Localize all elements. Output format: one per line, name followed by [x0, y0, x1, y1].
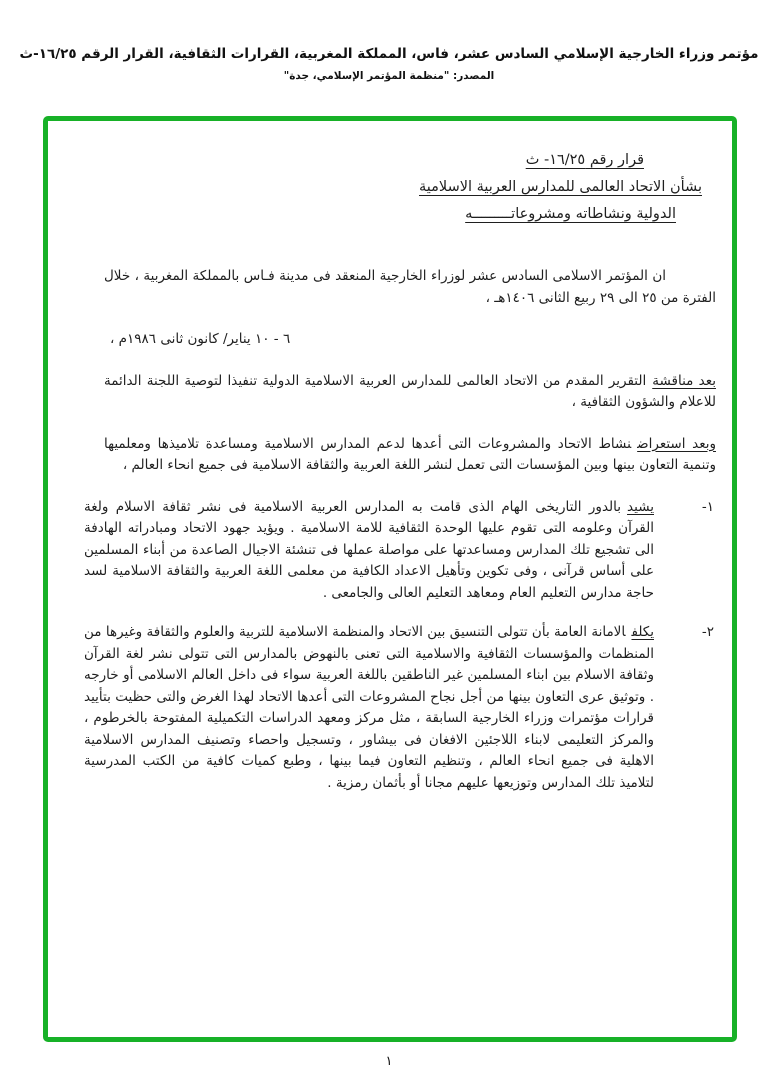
- preamble-paragraph: [84, 434, 716, 477]
- resolution-number-line: قرار رقم ١٦/٢٥- ث: [525, 152, 644, 168]
- source-line: المصدر: "منظمة المؤتمر الإسلامي، جدة": [283, 70, 495, 82]
- preamble-text: نشاط الاتحاد والمشروعات التى أعدها لدعم المدارس الاسلامية ومساعدة تلاميذها ومعلميها وتنمية التعاون بينها وبين المؤسسات التى تعمل لنشر اللغة العربية والثقافة الاسلامية فى جميع انحاء العالم ،: [104, 435, 716, 473]
- preamble-paragraph: [84, 371, 716, 414]
- resolution-title: [84, 147, 716, 228]
- resolution-subject-line-2: الدولية ونشاطاته ومشروعاتـــــــــه: [465, 206, 676, 222]
- header-citation-block: [0, 46, 778, 82]
- preamble-lead: بعد مناقشة: [652, 372, 716, 389]
- preamble-text: التقرير المقدم من الاتحاد العالمى للمدارس العربية الاسلامية الدولية تنفيذا لتوصية اللجنة الدائمة للاعلام والشؤون الثقافية ،: [104, 372, 716, 410]
- item-text: يكلفالامانة العامة بأن تتولى التنسيق بين الاتحاد والمنظمة الاسلامية للتربية والعلوم والثقافة وغيرها من المنظمات والمؤسسات الثقافية والاسلامية التى تعنى بالنهوض بالمدارس التى تتولى نشر لغة القرآن وثقافة الاسلام بين ابناء المسلمين غير الناطقين باللغة العربية سواء فى داخل العالم الاسلامى أو خارجه . وتوثيق عرى التعاون بينها من أجل نجاح المشروعات التى أعدها الاتحاد لهذا الغرض والتى حظيت بتأييد قرارات مؤتمرات وزراء الخارجية السابقة ، مثل مركز ومعهد الدراسات التكميلية المفتوحة بالخرطوم ، والمركز التعليمى لابناء اللاجئين الافغان فى بيشاور ، وتسجيل واحصاء وتصنيف المدارس الاسلامية الاهلية فى جميع انحاء العالم ، وتنظيم التعاون فيما بينها ، وطبع كميات كافية من الكتب المدرسية لتلاميذ تلك المدارس وتوزيعها عليهم مجانا أو بأثمان رمزية .: [84, 624, 654, 791]
- conference-citation: مؤتمر وزراء الخارجية الإسلامي السادس عشر، فاس، المملكة المغربية، القرارات الثقافية، القرار الرقم ١٦/٢٥-ث: [19, 46, 759, 62]
- operative-item-1: [84, 497, 716, 605]
- item-number: ١-: [701, 498, 714, 515]
- gregorian-date-line: ٦ - ١٠ يناير/ كانون ثانى ١٩٨٦م ،: [110, 331, 291, 347]
- preamble-lead: وبعد استعراض: [637, 435, 716, 452]
- item-lead: يشيد: [627, 498, 654, 515]
- resolution-body: [48, 121, 732, 794]
- document-border-frame: [43, 116, 737, 1042]
- operative-item-2: [84, 622, 716, 794]
- resolution-subject-line: بشأن الاتحاد العالمى للمدارس العربية الاسلامية: [419, 179, 702, 195]
- page-number: ١: [385, 1054, 393, 1069]
- item-number: ٢-: [701, 624, 714, 640]
- preamble-text: ان المؤتمر الاسلامى السادس عشر لوزراء الخارجية المنعقد فى مدينة فـاس بالمملكة المغربية ، خلال الفترة من ٢٥ الى ٢٩ ربيع الثانى ١٤٠٦هـ ،: [104, 268, 716, 306]
- item-text: يشيدبالدور التاريخى الهام الذى قامت به المدارس العربية الاسلامية فى نشر ثقافة الاسلام ولغة القرآن وعلومه التى تقوم عليها الوحدة الثقافية للامة الاسلامية . ويؤيد جهود الاتحاد ومبادراته الهادفة الى تشجيع تلك المدارس ومساعدتها على مواصلة عملها فى تنشئة الاجيال الصاعدة من أبناء المسلمين على أساس قرآنى ، وفى تكوين وتأهيل الاعداد الكافية من معلمى اللغة العربية والثقافة الاسلامية لسد حاجة مدارس التعليم العام ومعاهد التعليم العالى والجامعى .: [84, 498, 654, 601]
- item-lead: يكلف: [631, 624, 654, 640]
- preamble-paragraph: [84, 266, 716, 309]
